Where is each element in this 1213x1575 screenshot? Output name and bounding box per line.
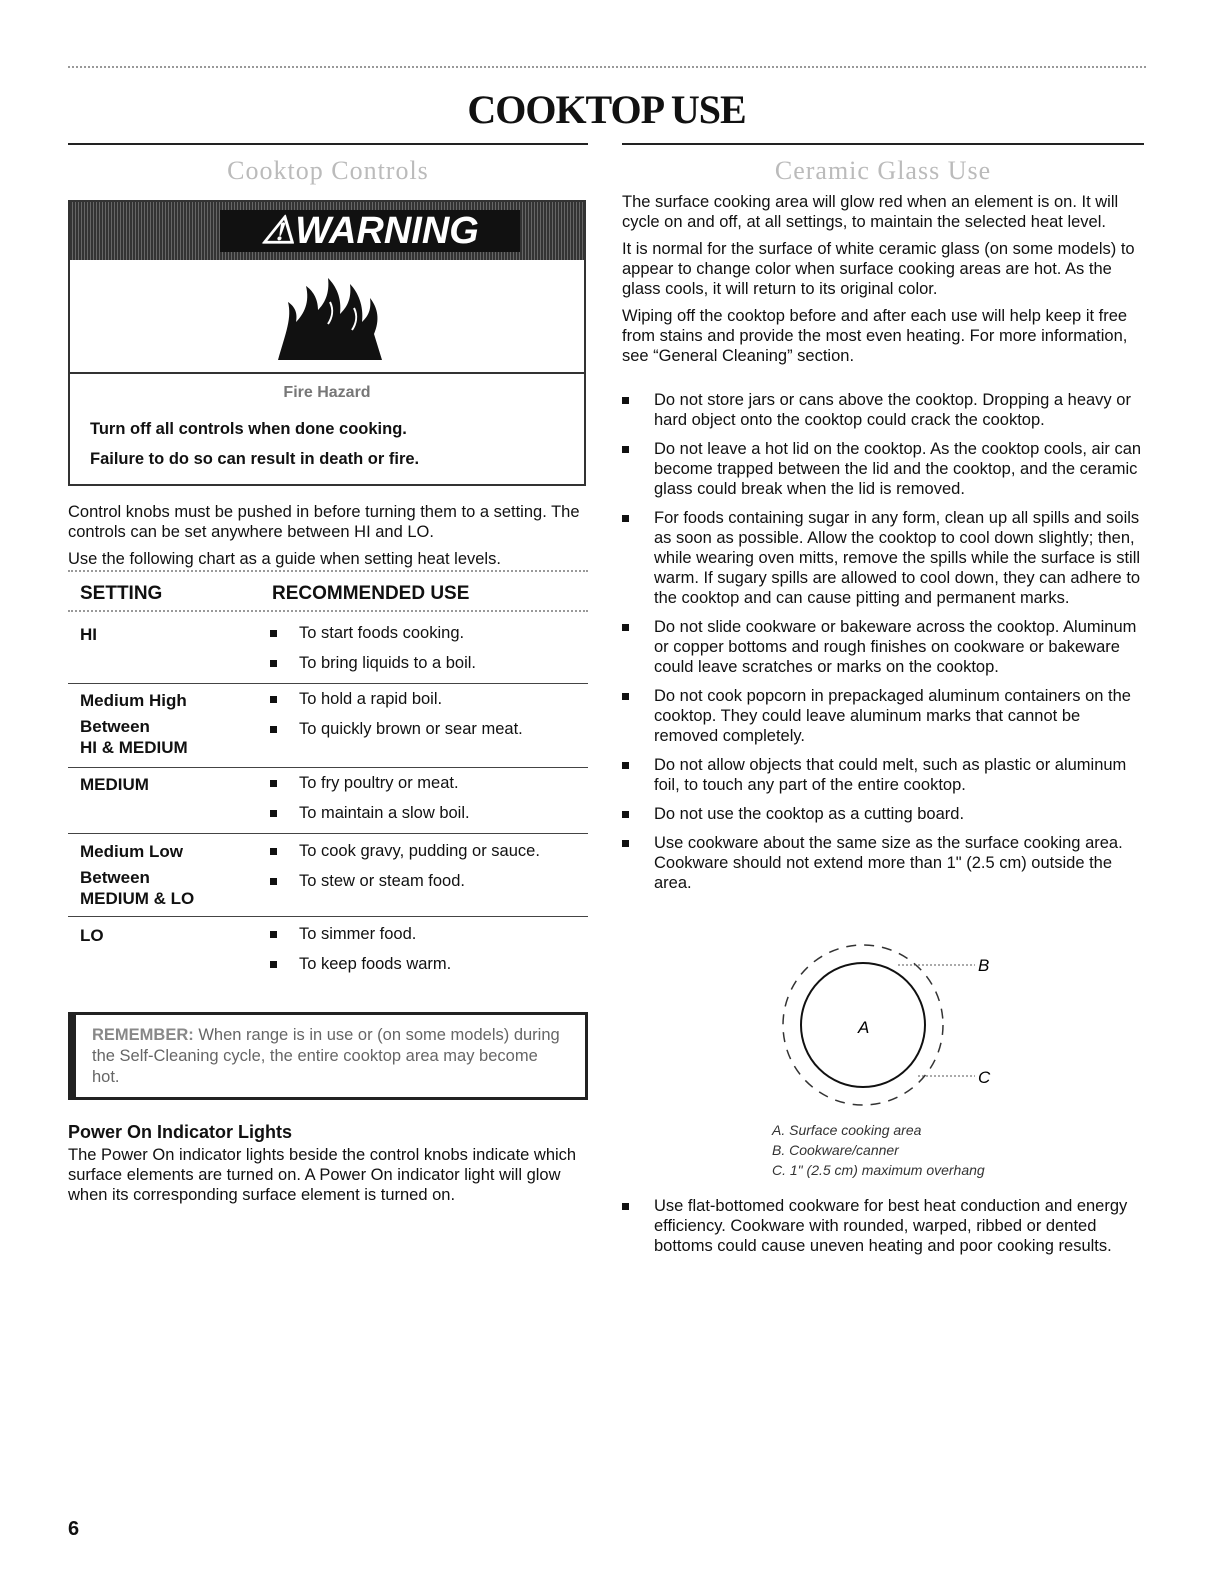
controls-intro	[68, 502, 588, 576]
setting-lo: LO	[80, 926, 104, 945]
warning-line-1: Turn off all controls when done cooking.	[90, 420, 407, 438]
remember-note	[68, 1012, 588, 1100]
label-a: A	[858, 1018, 870, 1037]
warning-line-2: Failure to do so can result in death or fire.	[90, 450, 420, 468]
right-heading-rule	[622, 143, 1144, 145]
cookware-diagram	[740, 935, 1000, 1115]
list-item: Do not store jars or cans above the cooktop. Dropping a heavy or hard object onto the cooktop could crack the cooktop.	[622, 390, 1142, 430]
remember-label: REMEMBER:	[92, 1026, 194, 1044]
caption-a: A. Surface cooking area	[772, 1122, 922, 1138]
power-on-heading: Power On Indicator Lights	[68, 1122, 293, 1142]
row-rule	[68, 916, 588, 917]
label-c: C	[978, 1068, 991, 1087]
cooktop-controls-heading: Cooktop Controls	[227, 156, 429, 185]
use-item: To hold a rapid boil.	[270, 690, 442, 709]
fire-icon	[270, 272, 390, 362]
hazard-title: Fire Hazard	[283, 384, 371, 401]
use-item: To keep foods warm.	[270, 955, 451, 974]
setting-hi: HI	[80, 625, 97, 644]
warning-banner	[70, 202, 584, 260]
caption-c: C. 1" (2.5 cm) maximum overhang	[772, 1162, 985, 1178]
setting-medium: MEDIUM	[80, 775, 149, 794]
list-item: Do not use the cooktop as a cutting board.	[622, 804, 1142, 824]
top-dotted-rule	[68, 66, 1146, 68]
table-top-rule	[68, 570, 588, 572]
power-on-text: The Power On indicator lights beside the control knobs indicate which surface elements are turned on. A Power On indicator light will glow when its corresponding surface element is turned on.	[68, 1146, 577, 1204]
list-item: Do not leave a hot lid on the cooktop. As the cooktop cools, air can become trapped between the lid and the cooktop, and the ceramic glass could break when the lid is removed.	[622, 439, 1142, 499]
setting-between-hi-medium: Between HI & MEDIUM	[80, 717, 188, 757]
use-item: To stew or steam food.	[270, 872, 465, 891]
use-item: To start foods cooking.	[270, 624, 464, 643]
recommended-use-column-header: RECOMMENDED USE	[272, 583, 470, 604]
use-item: To simmer food.	[270, 925, 416, 944]
row-rule	[68, 833, 588, 834]
left-heading-rule	[68, 143, 588, 145]
controls-intro-para-2: Use the following chart as a guide when setting heat levels.	[68, 550, 501, 568]
ceramic-glass-heading: Ceramic Glass Use	[774, 156, 992, 185]
setting-between-medium-lo: Between MEDIUM & LO	[80, 868, 195, 908]
use-item: To bring liquids to a boil.	[270, 654, 476, 673]
ceramic-para-1: The surface cooking area will glow red when an element is on. It will cycle on and off, at all settings, to maintain the selected heat level.	[622, 193, 1119, 231]
list-item: Use cookware about the same size as the surface cooking area. Cookware should not extend more than 1" (2.5 cm) outside the area.	[622, 833, 1142, 893]
row-rule	[68, 683, 588, 684]
use-item: To quickly brown or sear meat.	[270, 720, 523, 739]
last-bullet-list	[622, 1196, 1142, 1265]
list-item: Do not allow objects that could melt, such as plastic or aluminum foil, to touch any part of the entire cooktop.	[622, 755, 1142, 795]
table-header-rule	[68, 610, 588, 612]
row-rule	[68, 767, 588, 768]
caption-b: B. Cookware/canner	[772, 1142, 899, 1158]
remember-text: When range is in use or (on some models) during the Self-Cleaning cycle, the entire cooktop area may become hot.	[92, 1026, 560, 1086]
warning-label: ⚠WARNING	[220, 210, 520, 252]
list-item: Do not slide cookware or bakeware across the cooktop. Aluminum or copper bottoms and rough finishes on cookware or bakeware could leave scratches or marks on the cooktop.	[622, 617, 1142, 677]
page-number: 6	[68, 1518, 80, 1540]
list-item: Use flat-bottomed cookware for best heat conduction and energy efficiency. Cookware with rounded, warped, ribbed or dented bottoms could cause uneven heating and poor cooking results.	[622, 1196, 1142, 1256]
use-item: To cook gravy, pudding or sauce.	[270, 842, 540, 861]
ceramic-bullet-list	[622, 390, 1142, 902]
use-item: To fry poultry or meat.	[270, 774, 459, 793]
warning-divider	[70, 372, 584, 374]
warning-box	[68, 200, 586, 486]
ceramic-para-3: Wiping off the cooktop before and after each use will help keep it free from stains and provide the most even heating. For more information, see “General Cleaning” section.	[622, 307, 1128, 365]
list-item: For foods containing sugar in any form, clean up all spills and soils as soon as possible. Allow the cooktop to cool down slightly; then, while wearing oven mitts, remove the spills while the surface is still warm. If sugary spills are allowed to cool down, they can adhere to the cooktop and can cause pitting and permanent marks.	[622, 508, 1142, 608]
setting-medium-high: Medium High	[80, 691, 187, 710]
use-item: To maintain a slow boil.	[270, 804, 470, 823]
diagram-captions	[772, 1120, 985, 1180]
label-b: B	[978, 956, 990, 975]
setting-column-header: SETTING	[80, 583, 163, 604]
page-title: COOKTOP USE	[467, 87, 746, 132]
setting-medium-low: Medium Low	[80, 842, 183, 861]
list-item: Do not cook popcorn in prepackaged aluminum containers on the cooktop. They could leave aluminum marks that cannot be removed completely.	[622, 686, 1142, 746]
controls-intro-para-1: Control knobs must be pushed in before turning them to a setting. The controls can be set anywhere between HI and LO.	[68, 503, 580, 541]
ceramic-intro	[622, 192, 1144, 373]
ceramic-para-2: It is normal for the surface of white ceramic glass (on some models) to appear to change color when surface cooking areas are hot. As the glass cools, it will return to its original color.	[622, 240, 1135, 298]
